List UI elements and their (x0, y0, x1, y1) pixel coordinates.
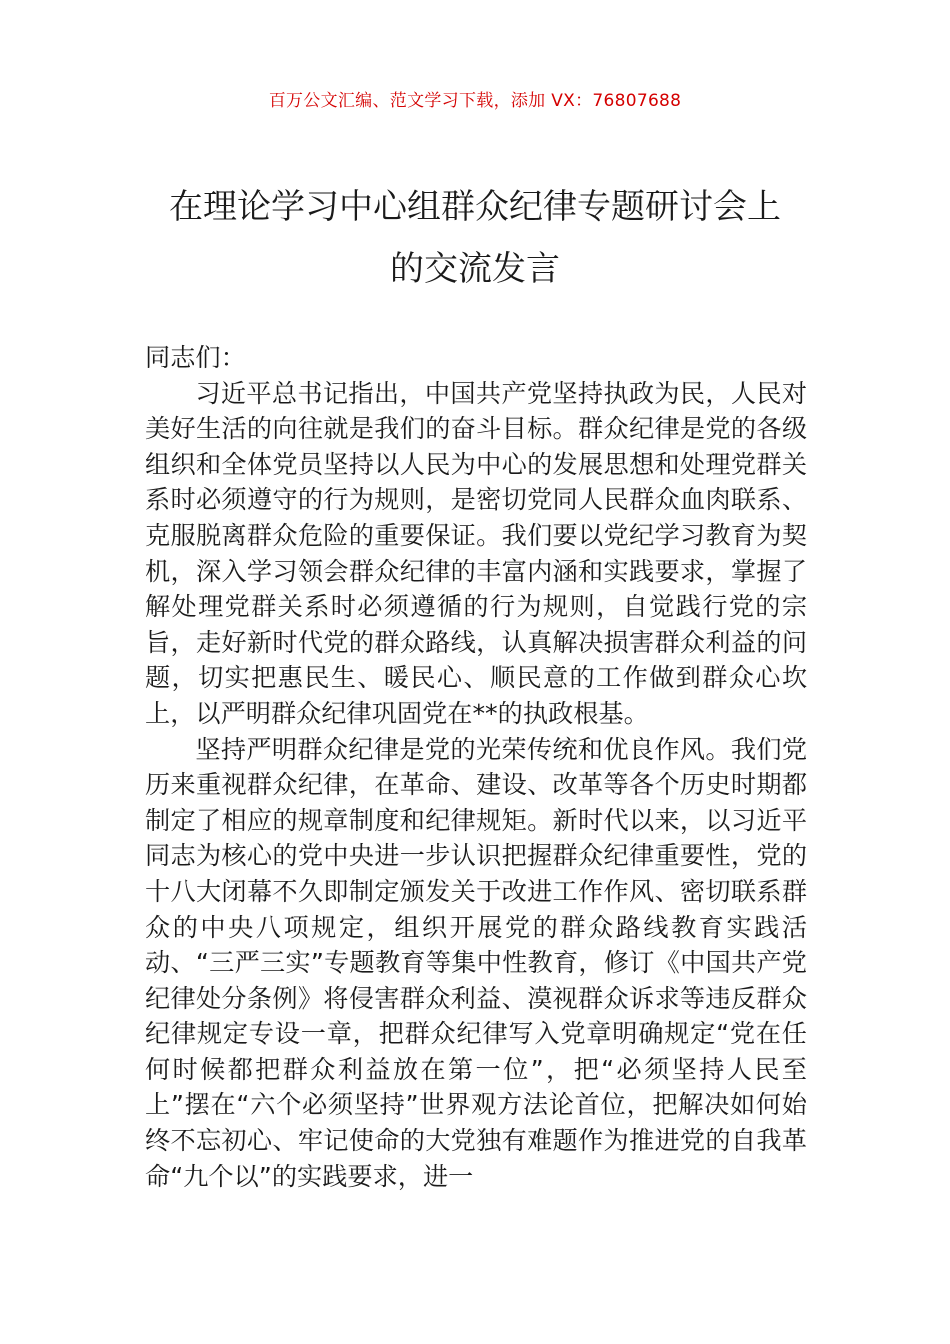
document-body (145, 340, 807, 1194)
document-title (100, 176, 850, 300)
title-line-2: 的交流发言 (390, 249, 560, 289)
paragraph-1: 习近平总书记指出，中国共产党坚持执政为民，人民对美好生活的向往就是我们的奋斗目标。群众纪律是党的各级组织和全体党员坚持以人民为中心的发展思想和处理党群关系时必须遵守的行为规则，是密切党同人民群众血肉联系、克服脱离群众危险的重要保证。我们要以党纪学习教育为契机，深入学习领会群众纪律的丰富内涵和实践要求，掌握了解处理党群关系时必须遵循的行为规则，自觉践行党的宗旨，走好新时代党的群众路线，认真解决损害群众利益的问题，切实把惠民生、暖民心、顺民意的工作做到群众心坎上，以严明群众纪律巩固党在**的执政根基。 (145, 378, 807, 728)
salutation: 同志们： (145, 343, 246, 372)
paragraph-2: 坚持严明群众纪律是党的光荣传统和优良作风。我们党历来重视群众纪律，在革命、建设、改革等各个历史时期都制定了相应的规章制度和纪律规矩。新时代以来，以习近平同志为核心的党中央进一步认识把握群众纪律重要性，党的十八大闭幕不久即制定颁发关于改进工作作风、密切联系群众的中央八项规定，组织开展党的群众路线教育实践活动、“三严三实”专题教育等集中性教育，修订《中国共产党纪律处分条例》将侵害群众利益、漠视群众诉求等违反群众纪律规定专设一章，把群众纪律写入党章明确规定“党在任何时候都把群众利益放在第一位”，把“必须坚持人民至上”摆在“六个必须坚持”世界观方法论首位，把解决如何始终不忘初心、牢记使命的大党独有难题作为推进党的自我革命“九个以”的实践要求，进一 (145, 734, 807, 1191)
title-line-1: 在理论学习中心组群众纪律专题研讨会上 (169, 187, 781, 227)
header-note: 百万公文汇编、范文学习下载，添加 VX：76807688 (268, 91, 682, 111)
